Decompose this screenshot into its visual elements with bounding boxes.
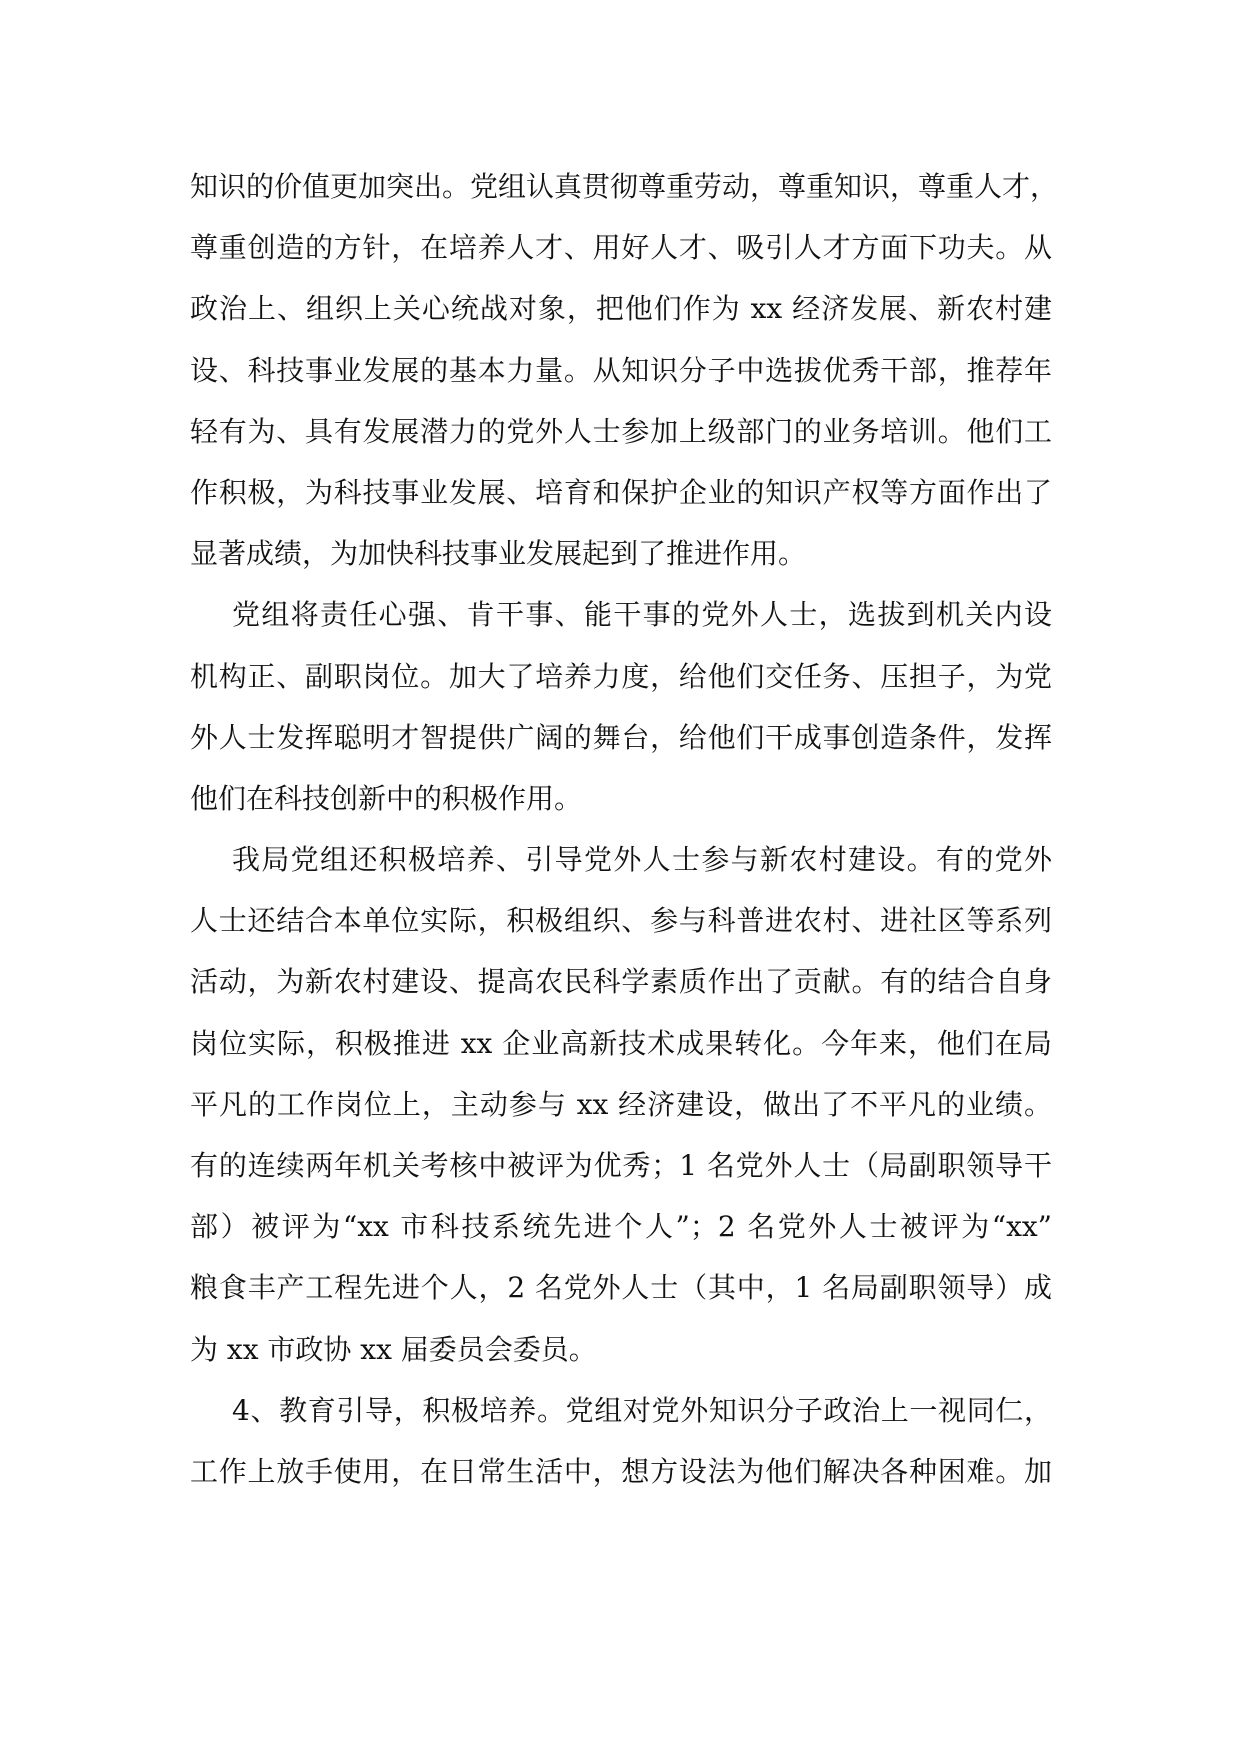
text-line: 活动，为新农村建设、提高农民科学素质作出了贡献。有的结合自身 <box>190 965 1052 999</box>
text-line: 岗位实际，积极推进 xx 企业高新技术成果转化。今年来，他们在局 <box>190 1026 1052 1060</box>
text-line: 政治上、组织上关心统战对象，把他们作为 xx 经济发展、新农村建 <box>190 292 1052 326</box>
text-line: 知识的价值更加突出。党组认真贯彻尊重劳动，尊重知识，尊重人才， <box>190 170 1059 203</box>
text-line: 工作上放手使用，在日常生活中，想方设法为他们解决各种困难。加 <box>190 1454 1052 1488</box>
text-line: 人士还结合本单位实际，积极组织、参与科普进农村、进社区等系列 <box>190 904 1052 938</box>
document-body <box>190 156 1059 1502</box>
text-line: 党组将责任心强、肯干事、能干事的党外人士，选拔到机关内设 <box>232 598 1052 632</box>
paragraph-4 <box>190 1380 1052 1502</box>
text-line: 外人士发挥聪明才智提供广阔的舞台，给他们干成事创造条件，发挥 <box>190 720 1052 754</box>
paragraph-2 <box>190 584 1052 829</box>
text-line: 平凡的工作岗位上，主动参与 xx 经济建设，做出了不平凡的业绩。 <box>190 1087 1052 1121</box>
text-line: 轻有为、具有发展潜力的党外人士参加上级部门的业务培训。他们工 <box>190 414 1052 448</box>
paragraph-3 <box>190 829 1052 1380</box>
text-line: 显著成绩，为加快科技事业发展起到了推进作用。 <box>190 537 807 571</box>
paragraph-1 <box>190 156 1059 584</box>
text-line: 粮食丰产工程先进个人，2 名党外人士（其中，1 名局副职领导）成 <box>190 1271 1052 1305</box>
text-line: 我局党组还积极培养、引导党外人士参与新农村建设。有的党外 <box>232 843 1052 877</box>
text-line: 4、教育引导，积极培养。党组对党外知识分子政治上一视同仁， <box>232 1393 1052 1427</box>
text-line: 他们在科技创新中的积极作用。 <box>190 781 583 815</box>
text-line: 有的连续两年机关考核中被评为优秀；1 名党外人士（局副职领导干 <box>190 1149 1052 1182</box>
text-line: 机构正、副职岗位。加大了培养力度，给他们交任务、压担子，为党 <box>190 659 1052 693</box>
text-line: 作积极，为科技事业发展、培育和保护企业的知识产权等方面作出了 <box>190 475 1052 509</box>
text-line: 设、科技事业发展的基本力量。从知识分子中选拔优秀干部，推荐年 <box>190 353 1052 387</box>
text-line: 部）被评为“xx 市科技系统先进个人”；2 名党外人士被评为“xx” <box>190 1210 1052 1244</box>
text-line: 为 xx 市政协 xx 届委员会委员。 <box>190 1332 597 1366</box>
text-line: 尊重创造的方针，在培养人才、用好人才、吸引人才方面下功夫。从 <box>190 231 1052 265</box>
